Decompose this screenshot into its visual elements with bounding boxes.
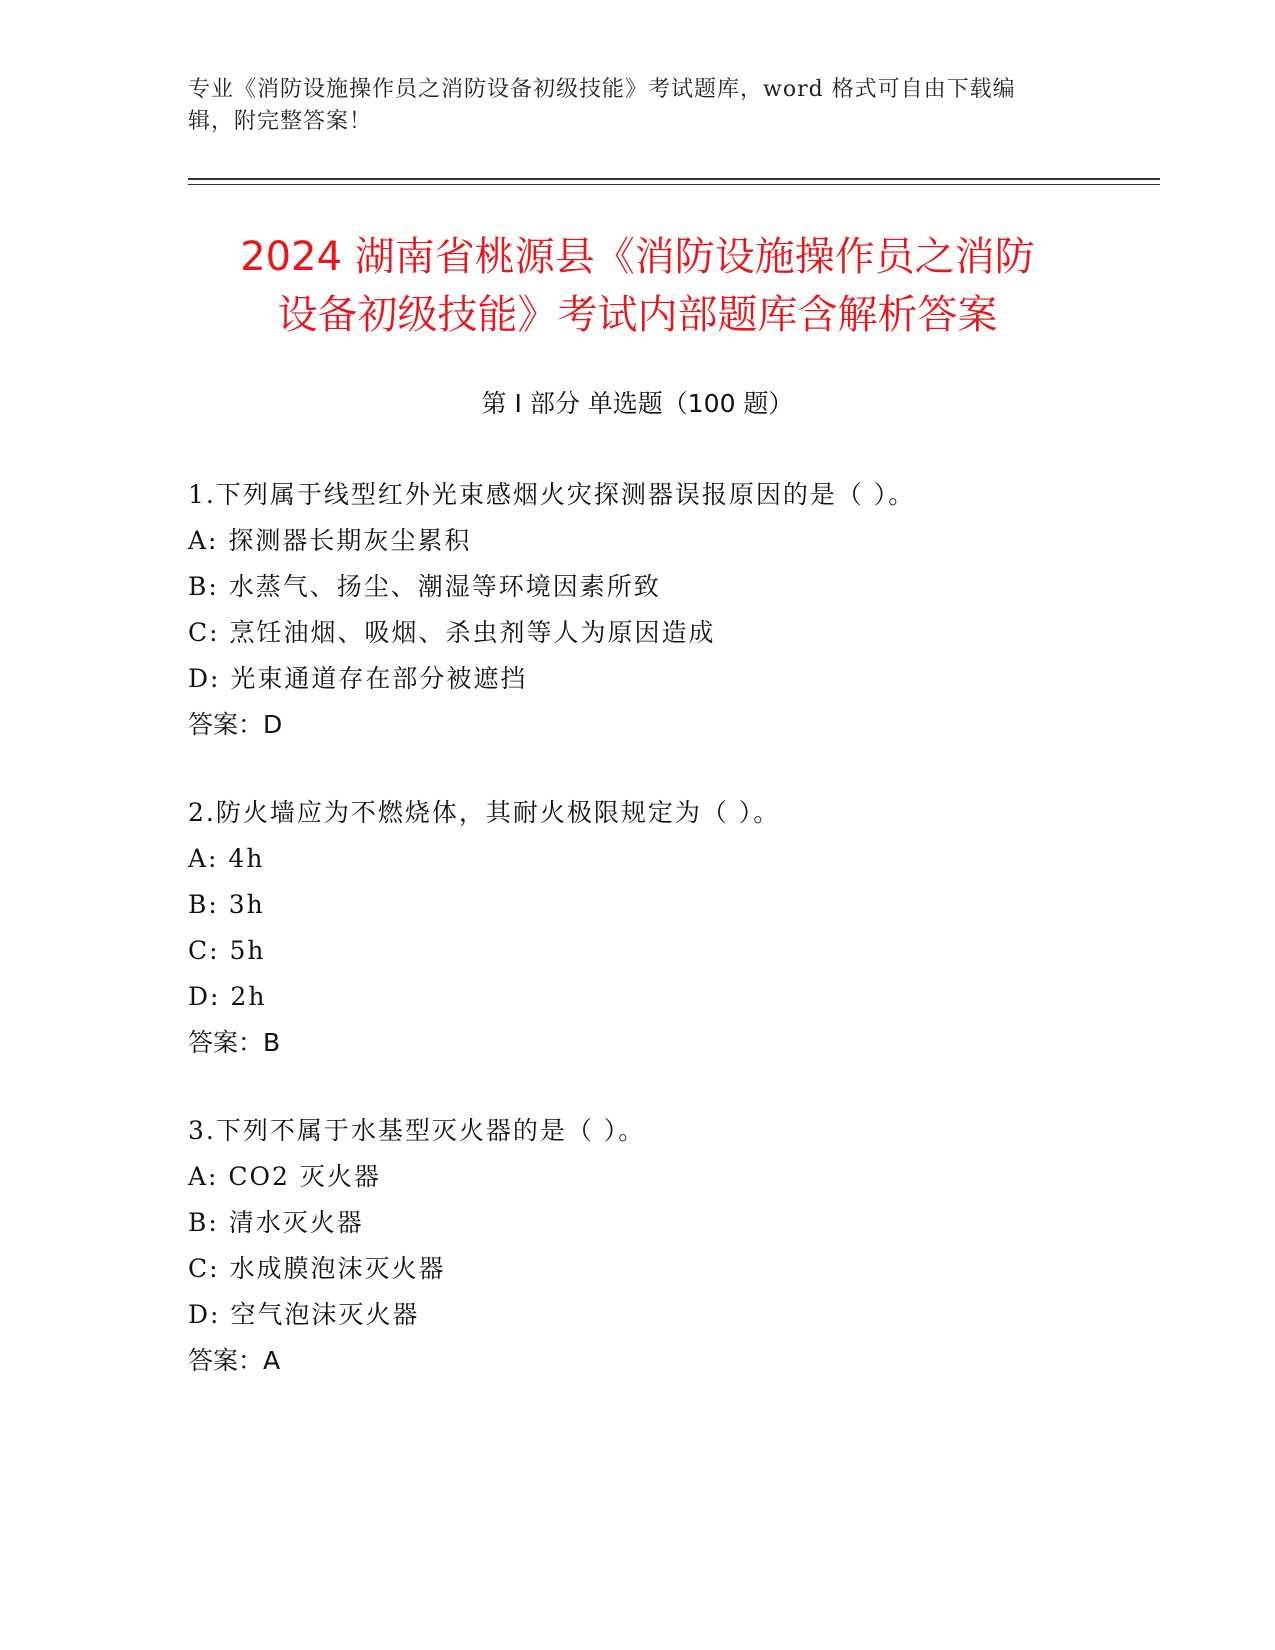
option-d: D: 光束通道存在部分被遮挡 [188, 664, 528, 693]
option-a: A: 探测器长期灰尘累积 [188, 526, 472, 555]
question-stem: 1.下列属于线型红外光束感烟火灾探测器误报原因的是（ ）。 [188, 480, 916, 509]
answer: 答案：B [188, 1028, 281, 1057]
header-note [188, 74, 1088, 138]
answer: 答案：D [188, 710, 283, 739]
question-stem: 2.防火墙应为不燃烧体，其耐火极限规定为（ ）。 [188, 798, 781, 827]
option-a: A: 4h [188, 844, 265, 873]
answer: 答案：A [188, 1346, 281, 1375]
option-c: C: 水成膜泡沫灭火器 [188, 1254, 446, 1283]
question-1 [188, 472, 1148, 748]
option-d: D: 2h [188, 982, 267, 1011]
option-b: B: 3h [188, 890, 265, 919]
option-c: C: 5h [188, 936, 266, 965]
document-title-line-2: 设备初级技能》考试内部题库含解析答案 [277, 292, 998, 338]
option-d: D: 空气泡沫灭火器 [188, 1300, 420, 1329]
question-2 [188, 790, 1148, 1066]
document-title-line-1: 2024 湖南省桃源县《消防设施操作员之消防 [240, 234, 1035, 280]
option-c: C: 烹饪油烟、吸烟、杀虫剂等人为原因造成 [188, 618, 716, 647]
option-b: B: 水蒸气、扬尘、潮湿等环境因素所致 [188, 572, 661, 601]
question-3 [188, 1108, 1148, 1384]
option-b: B: 清水灭火器 [188, 1208, 364, 1237]
header-divider-thick [188, 178, 1160, 180]
header-note-line-2: 辑，附完整答案！ [188, 109, 373, 134]
document-title [150, 228, 1125, 344]
section-heading: 第 I 部分 单选题（100 题） [481, 389, 794, 418]
question-stem: 3.下列不属于水基型灭火器的是（ ）。 [188, 1116, 646, 1145]
header-note-line-1: 专业《消防设施操作员之消防设备初级技能》考试题库，word 格式可自由下载编 [188, 77, 1016, 102]
header-divider-thin [188, 184, 1160, 185]
option-a: A: CO2 灭火器 [188, 1162, 381, 1191]
